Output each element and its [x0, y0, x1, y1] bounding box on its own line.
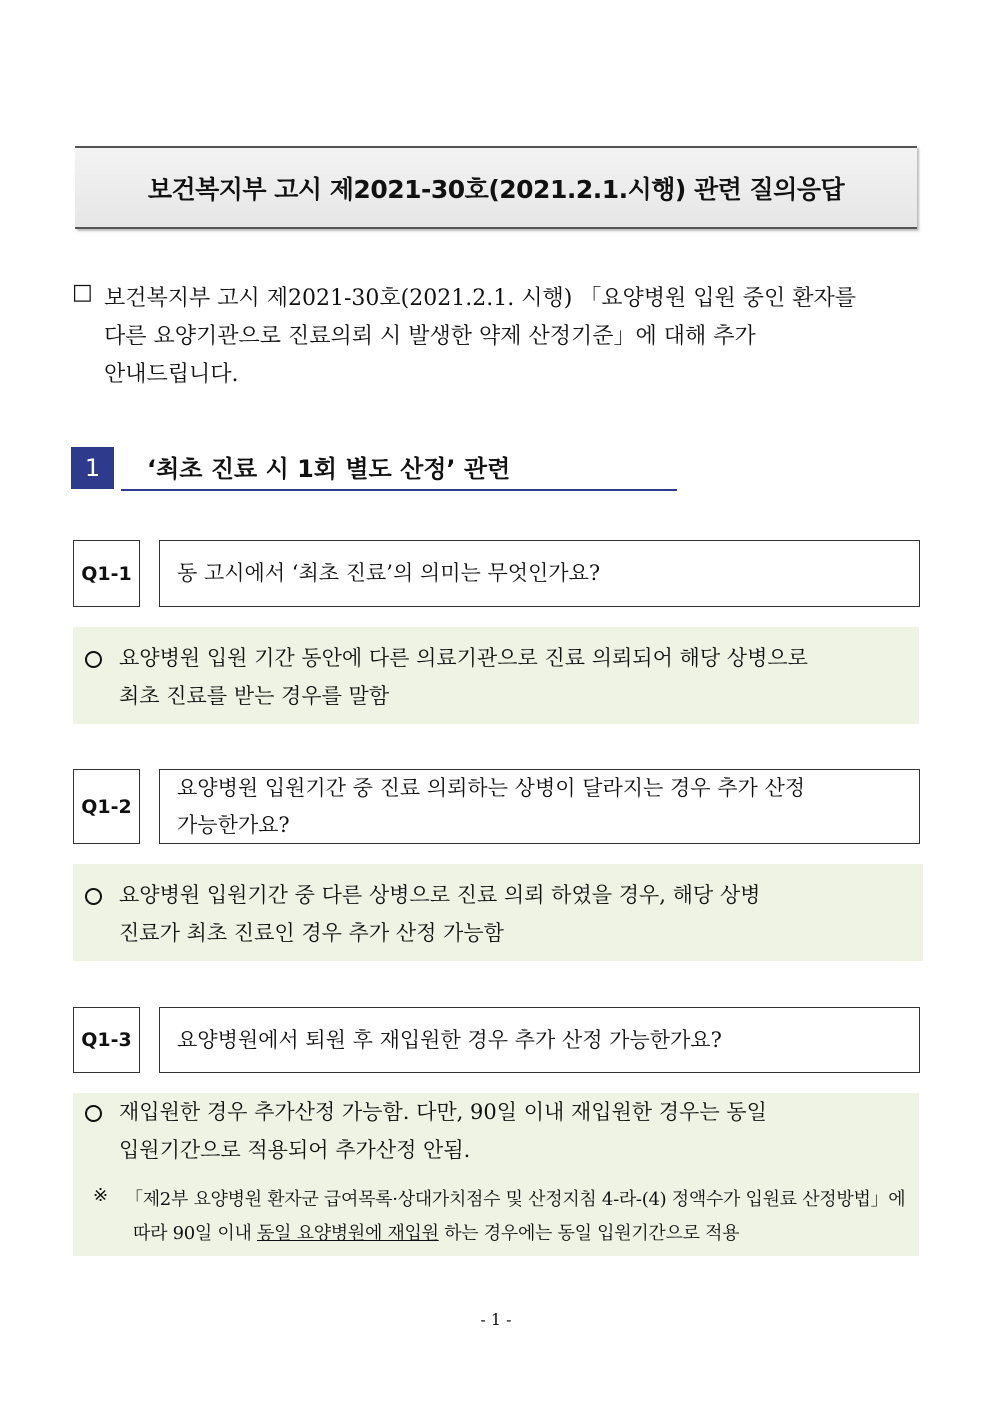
note-text: 하는 경우에는 동일 입원기간으로 적용 — [438, 1223, 740, 1244]
document-title-box — [75, 146, 917, 229]
note-text: 따라 90일 이내 — [133, 1223, 258, 1244]
answer-box — [73, 627, 919, 724]
answer-line: 요양병원 입원기간 중 다른 상병으로 진료 의뢰 하였을 경우, 해당 상병 — [119, 883, 761, 907]
note-underlined-text: 동일 요양병원에 재입원 — [257, 1223, 439, 1244]
intro-line-3: 안내드립니다. — [104, 362, 239, 387]
page-number: - 1 - — [480, 1310, 512, 1329]
checkbox-bullet-icon: □ — [72, 280, 93, 305]
intro-line-2: 다른 요양기관으로 진료의뢰 시 발생한 약제 산정기준」에 대해 추가 — [104, 324, 756, 349]
answer-box — [73, 864, 923, 961]
question-box — [159, 1007, 920, 1073]
note-mark: ※ — [93, 1185, 108, 1206]
intro-line-1: 보건복지부 고시 제2021-30호(2021.2.1. 시행) 「요양병원 입원 중인 환자를 — [104, 286, 857, 311]
section-number: 1 — [71, 447, 114, 489]
answer-box — [73, 1093, 919, 1256]
question-text: 가능한가요? — [177, 812, 290, 837]
note-line-2 — [133, 1219, 739, 1245]
question-text: 요양병원 입원기간 중 진료 의뢰하는 상병이 달라지는 경우 추가 산정 — [177, 775, 806, 800]
answer-line: 재입원한 경우 추가산정 가능함. 다만, 90일 이내 재입원한 경우는 동일 — [119, 1100, 767, 1124]
note-line-1: 「제2부 요양병원 환자군 급여목록·상대가치점수 및 산정지침 4-라-(4) 정액수가 입원료 산정방법」에 — [125, 1189, 906, 1210]
question-box — [159, 540, 920, 607]
question-label: Q1-2 — [73, 769, 140, 844]
circle-bullet-icon — [85, 888, 102, 905]
circle-bullet-icon — [85, 1105, 102, 1122]
question-label: Q1-1 — [73, 540, 140, 607]
question-label: Q1-3 — [73, 1007, 140, 1073]
question-box — [159, 769, 920, 844]
section-title: ‘최초 진료 시 1회 별도 산정’ 관련 — [147, 455, 511, 483]
answer-line: 최초 진료를 받는 경우를 말함 — [119, 684, 390, 708]
circle-bullet-icon — [85, 651, 102, 668]
section-heading — [71, 447, 677, 491]
answer-line: 진료가 최초 진료인 경우 추가 산정 가능함 — [119, 921, 504, 945]
answer-line: 요양병원 입원 기간 동안에 다른 의료기관으로 진료 의뢰되어 해당 상병으로 — [119, 646, 808, 670]
document-title: 보건복지부 고시 제2021-30호(2021.2.1.시행) 관련 질의응답 — [147, 174, 845, 204]
question-text: 요양병원에서 퇴원 후 재입원한 경우 추가 산정 가능한가요? — [177, 1027, 722, 1052]
section-underline — [121, 489, 677, 491]
answer-line: 입원기간으로 적용되어 추가산정 안됨. — [119, 1138, 471, 1162]
question-text: 동 고시에서 ‘최초 진료’의 의미는 무엇인가요? — [177, 561, 601, 585]
